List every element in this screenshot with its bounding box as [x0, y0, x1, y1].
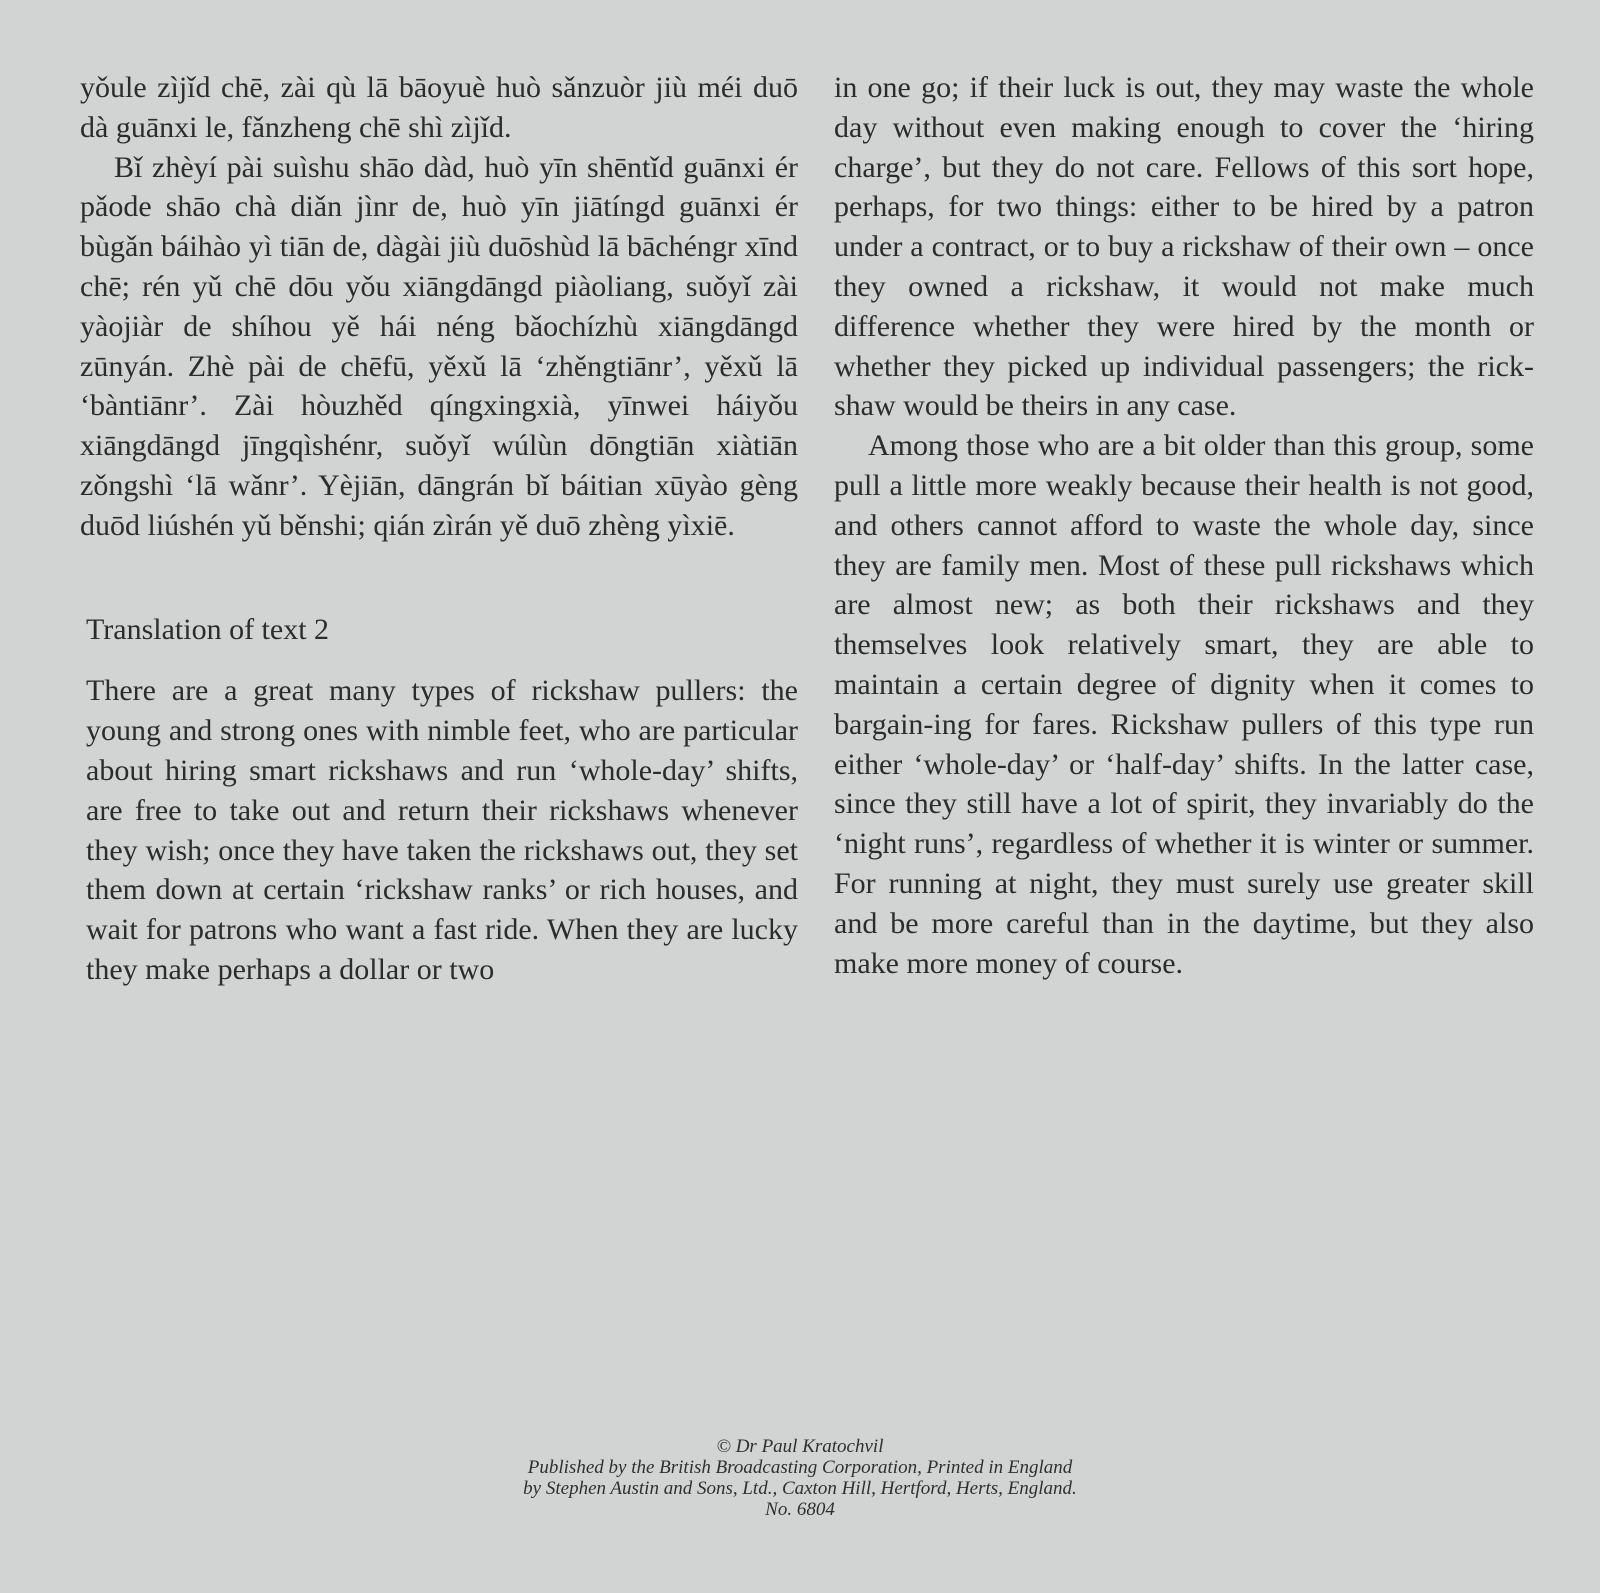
right-column: [834, 68, 1534, 983]
translation-paragraph-1: There are a great many types of rickshaw pullers: the young and strong ones with nimble feet, who are particular about hiring smart rickshaws and run ‘whole-day’ shifts, are free to take out and return their rickshaws whenever they wish; once they have taken the rickshaws out, they set them down at certain ‘rickshaw ranks’ or rich houses, and wait for patrons who want a fast ride. When they are lucky they make perhaps a dollar or two: [86, 674, 798, 986]
printer-line: by Stephen Austin and Sons, Ltd., Caxton Hill, Hertford, Herts, England.: [523, 1478, 1077, 1499]
catalogue-number: No. 6804: [765, 1499, 835, 1520]
section-heading: Translation of text 2: [86, 612, 330, 646]
publisher-line: Published by the British Broadcasting Corporation, Printed in England: [527, 1457, 1073, 1478]
pinyin-paragraph-2: Bǐ zhèyí pài suìshu shāo dàd, huò yīn shēntǐd guānxi ér pǎode shāo chà diǎn jìnr de, huò yīn jiātíngd guānxi ér bùgǎn báihào yì tiān de, dàgài jiù duōshùd lā bāchéngr xīnd chē; rén yǔ chē dōu yǒu xiāngdāngd piàoliang, suǒyǐ zài yàojiàr de shíhou yě hái néng bǎochízhù xiāngdāngd zūnyán. Zhè pài de chēfū, yěxǔ lā ‘zhěngtiānr’, yěxǔ lā ‘bàntiānr’. Zài hòuzhěd qíngxingxià, yīnwei háiyǒu xiāngdāngd jīngqìshénr, suǒyǐ wúlùn dōngtiān xiàtiān zǒngshì ‘lā wǎnr’. Yèjiān, dāngrán bǐ báitian xūyào gèng duōd liúshén yǔ běnshi; qián zìrán yě duō zhèng yìxiē.: [80, 150, 798, 542]
translation-paragraph-1-continued: in one go; if their luck is out, they may waste the whole day without even making enough to cover the ‘hiring charge’, but they do not care. Fellows of this sort hope, perhaps, for two things: either to be hired by a patron under a contract, or to buy a rickshaw of their own – once they owned a rickshaw, it would not make much difference whether they were hired by the month or whether they picked up individual passengers; the rick-shaw would be theirs in any case.: [834, 71, 1534, 423]
publication-footer: [0, 1436, 1600, 1520]
copyright-line: © Dr Paul Kratochvil: [716, 1436, 884, 1457]
translation-paragraph-2: Among those who are a bit older than this group, some pull a little more weakly because their health is not good, and others cannot afford to waste the whole day, since they are family men. Most of these pull rickshaws which are almost new; as both their rickshaws and they themselves look relatively smart, they are able to maintain a certain degree of dignity when it comes to bargain-ing for fares. Rickshaw pullers of this type run either ‘whole-day’ or ‘half-day’ shifts. In the latter case, since they still have a lot of spirit, they invariably do the ‘night runs’, regardless of whether it is winter or summer. For running at night, they must surely use greater skill and be more careful than in the daytime, but they also make more money of course.: [834, 429, 1534, 980]
left-column: [80, 68, 798, 990]
pinyin-paragraph-1: yǒule zìjǐd chē, zài qù lā bāoyuè huò sǎnzuòr jiù méi duō dà guānxi le, fǎnzheng chē shì zìjǐd.: [80, 71, 798, 144]
